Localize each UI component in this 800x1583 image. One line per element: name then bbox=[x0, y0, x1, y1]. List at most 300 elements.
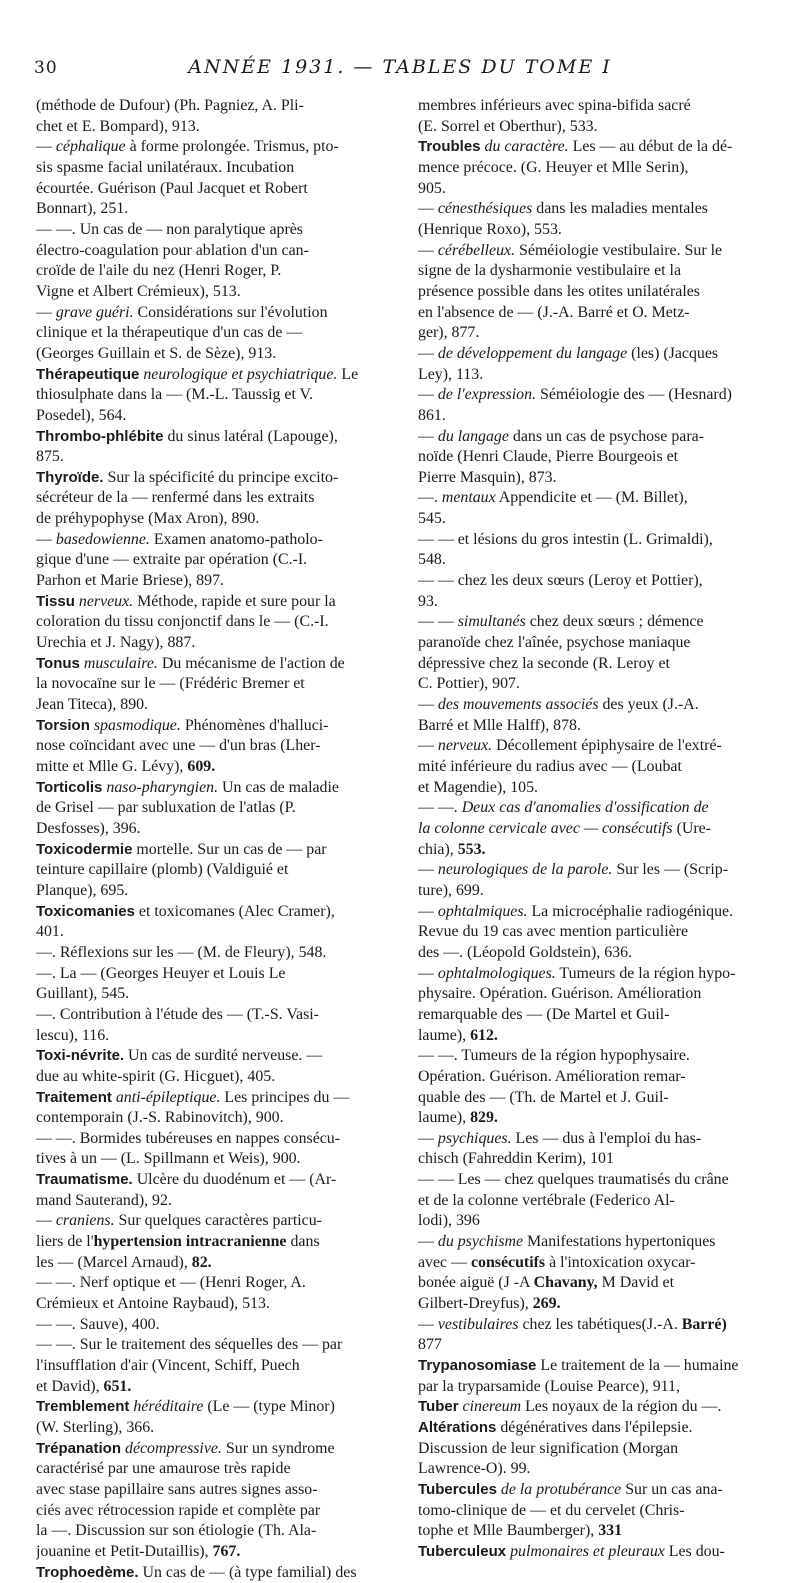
index-text-run: Bonnart), 251. bbox=[36, 200, 129, 218]
index-text-run: 829. bbox=[470, 1109, 498, 1127]
index-line bbox=[36, 137, 393, 158]
index-text-run: (Georges Guillain et S. de Sèze), 913. bbox=[36, 344, 277, 362]
index-text-run: 861. bbox=[418, 406, 446, 424]
index-text-run: — —. bbox=[418, 799, 462, 817]
index-line bbox=[36, 1253, 393, 1274]
index-text-run: — —. Sauve), 400. bbox=[36, 1315, 160, 1333]
index-text-run: simultanés bbox=[457, 613, 526, 631]
index-column-right bbox=[418, 96, 775, 1563]
index-line bbox=[36, 365, 393, 386]
index-text-run: avec stase papillaire sans autres signes asso- bbox=[36, 1480, 318, 1498]
index-line bbox=[36, 427, 393, 448]
index-headword: Tonus bbox=[36, 654, 80, 672]
index-line bbox=[36, 964, 393, 985]
index-line bbox=[36, 612, 393, 633]
index-text-run: psychiques. bbox=[437, 1129, 512, 1147]
index-text-run: Phénomènes d'halluci- bbox=[180, 716, 329, 734]
index-text-run: Examen anatomo-patholo- bbox=[149, 530, 323, 548]
index-line bbox=[418, 1026, 775, 1047]
index-text-run: sis spasme facial unilatéraux. Incubation bbox=[36, 158, 295, 176]
index-text-run: anti-épileptique. bbox=[115, 1088, 221, 1106]
index-text-run: mité inférieure du radius avec — (Loubat bbox=[418, 758, 682, 775]
index-line bbox=[36, 1211, 393, 1232]
index-line bbox=[36, 902, 393, 923]
index-text-run: contemporain (J.-S. Rabinovitch), 900. bbox=[36, 1109, 284, 1127]
index-text-run: 331 bbox=[598, 1522, 623, 1540]
index-text-run: et de la colonne vertébrale (Federico Al- bbox=[418, 1191, 675, 1209]
index-line bbox=[418, 1170, 775, 1191]
index-line bbox=[36, 1294, 393, 1315]
index-text-run: Tumeurs de la région hypo- bbox=[555, 964, 736, 982]
index-line bbox=[418, 550, 775, 571]
index-line bbox=[36, 468, 393, 489]
index-text-run: Séméiologie des — (Hesnard) bbox=[536, 386, 732, 404]
index-text-run: — bbox=[418, 241, 438, 259]
index-text-run: du caractère. bbox=[484, 138, 569, 156]
index-text-run: — bbox=[418, 737, 438, 755]
index-headword: Torticolis bbox=[36, 778, 103, 796]
index-text-run: neurologique et psychiatrique. bbox=[143, 365, 338, 383]
index-line bbox=[36, 798, 393, 819]
index-text-run: des yeux (J.-A. bbox=[598, 696, 699, 714]
index-line bbox=[418, 282, 775, 303]
index-text-run: tomo-clinique de — et du cervelet (Chris- bbox=[418, 1501, 685, 1519]
index-text-run: mitte et Mlle G. Lévy), bbox=[36, 758, 188, 775]
index-line bbox=[418, 365, 775, 386]
index-line bbox=[418, 406, 775, 427]
index-line bbox=[418, 1459, 775, 1480]
index-line bbox=[418, 1397, 775, 1418]
index-text-run: —. Contribution à l'étude des — (T.-S. Vasi- bbox=[36, 1005, 319, 1023]
index-text-run: 269. bbox=[532, 1295, 561, 1313]
index-text-run: gique d'une — extraite par opération (C.-I. bbox=[36, 551, 308, 569]
index-text-run: remarquable des — (De Martel et Guil- bbox=[418, 1005, 670, 1023]
index-line bbox=[418, 1067, 775, 1088]
index-text-run: de préhypophyse (Max Aron), 890. bbox=[36, 510, 260, 528]
index-line bbox=[36, 447, 393, 468]
index-line bbox=[36, 1521, 393, 1542]
index-line bbox=[418, 1273, 775, 1294]
index-text-run: héréditaire bbox=[133, 1398, 204, 1416]
index-text-run: Considérations sur l'évolution bbox=[133, 303, 328, 321]
page-number: 30 bbox=[34, 58, 58, 78]
index-text-run: Posedel), 564. bbox=[36, 406, 127, 424]
index-line bbox=[418, 1005, 775, 1026]
index-text-run: grave guéri. bbox=[55, 303, 134, 321]
index-text-run: cénesthésiques bbox=[437, 200, 533, 218]
index-line bbox=[418, 1149, 775, 1170]
index-text-run: neurologiques de la parole. bbox=[437, 861, 613, 879]
index-text-run: due au white-spirit (G. Hicguet), 405. bbox=[36, 1067, 276, 1085]
index-line bbox=[418, 303, 775, 324]
index-line bbox=[36, 96, 393, 117]
index-line bbox=[36, 1005, 393, 1026]
index-text-run: — bbox=[36, 530, 56, 548]
index-text-run: —. bbox=[418, 489, 442, 507]
index-text-run: chez deux sœurs ; démence bbox=[525, 613, 704, 631]
index-headword: Thérapeutique bbox=[36, 365, 140, 383]
index-text-run: craniens. bbox=[55, 1212, 115, 1230]
index-text-run: du psychisme bbox=[437, 1233, 524, 1251]
index-line bbox=[418, 716, 775, 737]
index-line bbox=[36, 1273, 393, 1294]
index-line bbox=[36, 1501, 393, 1522]
index-line bbox=[418, 1542, 775, 1563]
index-text-run: ophtalmiques. bbox=[437, 902, 528, 920]
index-line bbox=[418, 179, 775, 200]
index-text-run: Sur quelques caractères particu- bbox=[114, 1212, 322, 1230]
index-text-run: — bbox=[418, 861, 438, 879]
index-line bbox=[418, 530, 775, 551]
index-text-run: Lawrence-O). 99. bbox=[418, 1460, 531, 1478]
index-line bbox=[36, 943, 393, 964]
index-text-run: à l'intoxication oxycar- bbox=[545, 1253, 696, 1271]
index-line bbox=[36, 220, 393, 241]
index-text-run: 545. bbox=[418, 510, 446, 528]
index-text-run: les — (Marcel Arnaud), bbox=[36, 1253, 192, 1271]
index-text-run: croïde de l'aile du nez (Henri Roger, P. bbox=[36, 262, 282, 280]
index-text-run: Planque), 695. bbox=[36, 881, 129, 899]
index-text-run: La microcéphalie radiogénique. bbox=[527, 902, 734, 920]
index-text-run: par la tryparsamide (Louise Pearce), 911, bbox=[418, 1377, 680, 1395]
index-line bbox=[418, 1521, 775, 1542]
index-text-run: Urechia et J. Nagy), 887. bbox=[36, 634, 196, 652]
index-text-run: (Le — (type Minor) bbox=[203, 1398, 335, 1416]
index-text-run: des —. (Léopold Goldstein), 636. bbox=[418, 943, 633, 961]
index-line bbox=[418, 819, 775, 840]
index-line bbox=[418, 1501, 775, 1522]
index-text-run: mand Sauterand), 92. bbox=[36, 1191, 172, 1209]
index-line bbox=[418, 1315, 775, 1336]
index-text-run: — bbox=[418, 1233, 438, 1251]
index-headword: Toxicodermie bbox=[36, 840, 133, 858]
index-line bbox=[36, 261, 393, 282]
index-text-run: — —. Tumeurs de la région hypophysaire. bbox=[418, 1047, 690, 1065]
page-header bbox=[0, 0, 800, 78]
index-text-run: laume), bbox=[418, 1026, 471, 1044]
index-headword: Thyroïde. bbox=[36, 468, 104, 486]
index-text-run: Opération. Guérison. Amélioration remar- bbox=[418, 1067, 686, 1085]
index-text-run: et David), bbox=[36, 1377, 104, 1395]
index-text-run: Sur les — (Scrip- bbox=[612, 861, 728, 879]
index-line bbox=[36, 1315, 393, 1336]
index-line bbox=[418, 385, 775, 406]
index-text-run: Séméiologie vestibulaire. Sur le bbox=[515, 241, 723, 259]
index-line bbox=[36, 1108, 393, 1129]
index-headword: Tuber bbox=[418, 1398, 459, 1416]
index-text-run: Les dou- bbox=[664, 1542, 725, 1560]
index-text-run: à forme prolongée. Trismus, pto- bbox=[125, 138, 339, 156]
index-text-run: Discussion de leur signification (Morgan bbox=[418, 1439, 679, 1457]
index-line bbox=[36, 984, 393, 1005]
index-text-run: signe de la dysharmonie vestibulaire et la bbox=[418, 262, 681, 280]
index-text-run: écourtée. Guérison (Paul Jacquet et Robert bbox=[36, 179, 308, 197]
index-line bbox=[418, 1253, 775, 1274]
index-line bbox=[36, 819, 393, 840]
index-text-run: avec — bbox=[418, 1253, 471, 1271]
index-text-run: — bbox=[36, 1212, 56, 1230]
index-line bbox=[418, 1377, 775, 1398]
index-line bbox=[418, 757, 775, 778]
index-text-run: 651. bbox=[103, 1377, 132, 1395]
index-text-run: Le bbox=[337, 365, 359, 383]
index-headword: Thrombo-phlébite bbox=[36, 427, 164, 445]
index-line bbox=[418, 509, 775, 530]
index-line bbox=[418, 964, 775, 985]
index-text-run: Guillant), 545. bbox=[36, 985, 130, 1003]
index-headword: Trépanation bbox=[36, 1439, 122, 1457]
index-text-run: nerveux. bbox=[78, 592, 134, 610]
index-line bbox=[36, 922, 393, 943]
index-line bbox=[36, 1418, 393, 1439]
index-headword: Troubles bbox=[418, 138, 481, 156]
index-text-run: — bbox=[36, 138, 56, 156]
index-text-run: 93. bbox=[418, 592, 438, 610]
index-text-run: chet et E. Bompard), 913. bbox=[36, 117, 200, 135]
index-line bbox=[418, 1088, 775, 1109]
index-text-run: ophtalmologiques. bbox=[437, 964, 556, 982]
index-text-run: caractérisé par une amaurose très rapide bbox=[36, 1460, 291, 1478]
index-line bbox=[36, 199, 393, 220]
index-text-run: cérébelleux. bbox=[437, 241, 516, 259]
index-text-run: Deux cas d'anomalies d'ossification de bbox=[461, 799, 709, 817]
index-line bbox=[418, 1418, 775, 1439]
index-line bbox=[36, 778, 393, 799]
index-text-run: Un cas de surdité nerveuse. — bbox=[124, 1047, 323, 1065]
index-text-run: Revue du 19 cas avec mention particulière bbox=[418, 923, 689, 941]
index-text-run: Ley), 113. bbox=[418, 365, 484, 383]
index-line bbox=[36, 1542, 393, 1563]
index-line bbox=[418, 881, 775, 902]
index-text-run: — — bbox=[418, 613, 458, 631]
index-line bbox=[418, 840, 775, 861]
index-text-run: 877 bbox=[418, 1336, 442, 1354]
index-text-run: liers de l' bbox=[36, 1233, 94, 1251]
index-text-run: 875. bbox=[36, 448, 64, 466]
index-line bbox=[36, 881, 393, 902]
index-line bbox=[418, 323, 775, 344]
index-line bbox=[36, 757, 393, 778]
index-text-run: Ulcère du duodénum et — (Ar- bbox=[132, 1171, 337, 1189]
index-headword: Torsion bbox=[36, 716, 90, 734]
index-text-run: Méthode, rapide et sure pour la bbox=[133, 592, 336, 610]
index-line bbox=[418, 1439, 775, 1460]
index-text-run: spasmodique. bbox=[93, 716, 181, 734]
index-line bbox=[36, 1356, 393, 1377]
index-text-run: 767. bbox=[212, 1542, 241, 1560]
index-text-run: 553. bbox=[457, 840, 486, 858]
index-text-run: lodi), 396 bbox=[418, 1212, 480, 1230]
index-line bbox=[418, 1191, 775, 1212]
index-text-run: — bbox=[418, 427, 438, 445]
index-text-run: — — chez les deux sœurs (Leroy et Pottier), bbox=[418, 572, 703, 590]
index-text-run: électro-coagulation pour ablation d'un can- bbox=[36, 241, 309, 259]
index-line bbox=[36, 530, 393, 551]
index-text-run: mence précoce. (G. Heuyer et Mlle Serin), bbox=[418, 158, 689, 176]
index-text-run: cinereum bbox=[462, 1398, 522, 1416]
index-text-run: naso-pharyngien. bbox=[106, 778, 219, 796]
index-text-run: — bbox=[36, 303, 56, 321]
index-line bbox=[36, 323, 393, 344]
index-line bbox=[36, 571, 393, 592]
index-line bbox=[36, 117, 393, 138]
index-line bbox=[418, 612, 775, 633]
index-text-run: Jean Titeca), 890. bbox=[36, 696, 149, 714]
index-headword: Toxi-névrite. bbox=[36, 1047, 125, 1065]
index-text-run: Décollement épiphysaire de l'extré- bbox=[492, 737, 722, 755]
index-line bbox=[36, 1129, 393, 1150]
index-column-left bbox=[36, 96, 393, 1583]
index-line bbox=[36, 179, 393, 200]
index-text-run: 612. bbox=[470, 1026, 498, 1044]
index-line bbox=[418, 447, 775, 468]
index-line bbox=[418, 1335, 775, 1356]
index-line bbox=[418, 220, 775, 241]
index-text-run: Sur la spécificité du principe excito- bbox=[103, 468, 339, 486]
index-line bbox=[36, 654, 393, 675]
index-text-run: — bbox=[418, 1129, 438, 1147]
index-text-run: et Magendie), 105. bbox=[418, 778, 539, 796]
index-text-run: des mouvements associés bbox=[437, 696, 599, 714]
index-text-run: dans les maladies mentales bbox=[532, 200, 708, 218]
index-text-run: nerveux. bbox=[437, 737, 493, 755]
index-line bbox=[36, 1335, 393, 1356]
index-text-run: consécutifs bbox=[470, 1253, 546, 1271]
index-line bbox=[36, 840, 393, 861]
index-line bbox=[36, 1046, 393, 1067]
index-text-run: — bbox=[418, 200, 438, 218]
index-text-run: céphalique bbox=[55, 138, 126, 156]
index-text-run: Sur un cas ana- bbox=[621, 1480, 723, 1498]
index-text-run: Les — au début de la dé- bbox=[568, 138, 733, 156]
index-text-run: — — Les — chez quelques traumatisés du crâne bbox=[418, 1171, 729, 1189]
index-line bbox=[418, 695, 775, 716]
index-text-run: l'insufflation d'air (Vincent, Schiff, Puech bbox=[36, 1357, 300, 1375]
index-line bbox=[36, 674, 393, 695]
index-line bbox=[36, 695, 393, 716]
index-text-run: quable des — (Th. de Martel et J. Guil- bbox=[418, 1088, 669, 1106]
index-line bbox=[418, 1046, 775, 1067]
index-text-run: 548. bbox=[418, 551, 446, 569]
index-text-run: vestibulaires bbox=[437, 1315, 519, 1333]
index-text-run: M David et bbox=[597, 1274, 675, 1292]
index-line bbox=[418, 943, 775, 964]
index-line bbox=[418, 488, 775, 509]
index-line bbox=[418, 241, 775, 262]
index-line bbox=[36, 385, 393, 406]
index-line bbox=[36, 1480, 393, 1501]
index-headword: Traumatisme. bbox=[36, 1171, 133, 1189]
index-text-run: dépressive chez la seconde (R. Leroy et bbox=[418, 654, 670, 672]
index-line bbox=[36, 736, 393, 757]
index-text-run: tives à un — (L. Spillmann et Weis), 900. bbox=[36, 1150, 301, 1168]
index-text-run: de la protubérance bbox=[500, 1480, 622, 1498]
index-line bbox=[418, 96, 775, 117]
index-line bbox=[36, 1026, 393, 1047]
index-text-run: — bbox=[418, 964, 438, 982]
index-headword: Traitement bbox=[36, 1088, 112, 1106]
index-line bbox=[418, 1294, 775, 1315]
index-line bbox=[418, 158, 775, 179]
index-text-run: paranoïde chez l'aînée, psychose maniaque bbox=[418, 634, 691, 652]
index-text-run: Les principes du — bbox=[220, 1088, 350, 1106]
index-text-run: du sinus latéral (Lapouge), bbox=[163, 427, 338, 445]
index-headword: Tremblement bbox=[36, 1398, 130, 1416]
index-text-run: Gilbert-Dreyfus), bbox=[418, 1295, 533, 1313]
index-line bbox=[36, 158, 393, 179]
index-line bbox=[36, 550, 393, 571]
index-text-run: 905. bbox=[418, 179, 446, 197]
index-text-run: mortelle. Sur un cas de — par bbox=[132, 840, 327, 858]
index-text-run: de l'expression. bbox=[437, 386, 537, 404]
index-text-run: chisch (Fahreddin Kerim), 101 bbox=[418, 1150, 614, 1168]
running-title: ANNÉE 1931. — TABLES DU TOME I bbox=[188, 56, 612, 78]
index-line bbox=[36, 592, 393, 613]
index-text-run: bonée aiguë (J -A bbox=[418, 1274, 534, 1292]
index-headword: Toxicomanies bbox=[36, 902, 135, 920]
index-text-run: 609. bbox=[187, 758, 216, 775]
index-line bbox=[36, 488, 393, 509]
index-text-run: Pierre Masquin), 873. bbox=[418, 468, 557, 486]
index-text-run: et toxicomanes (Alec Cramer), bbox=[134, 902, 335, 920]
index-line bbox=[418, 674, 775, 695]
index-text-run: Crémieux et Antoine Raybaud), 513. bbox=[36, 1295, 270, 1313]
index-text-run: dégénératives dans l'épilepsie. bbox=[496, 1419, 693, 1436]
index-text-run: de Grisel — par subluxation de l'atlas (P. bbox=[36, 799, 296, 817]
index-text-run: — bbox=[418, 902, 438, 920]
index-text-run: pulmonaires et pleuraux bbox=[510, 1542, 665, 1560]
index-line bbox=[36, 303, 393, 324]
index-line bbox=[418, 468, 775, 489]
index-text-run: nose coïncidant avec une — d'un bras (Lher- bbox=[36, 737, 321, 755]
index-text-run: — bbox=[418, 1315, 438, 1333]
index-line bbox=[36, 1459, 393, 1480]
index-text-run: —. Réflexions sur les — (M. de Fleury), 548. bbox=[36, 943, 327, 961]
index-line bbox=[36, 860, 393, 881]
index-text-run: (Ure- bbox=[672, 819, 711, 837]
index-line bbox=[36, 509, 393, 530]
index-text-run: noïde (Henri Claude, Pierre Bourgeois et bbox=[418, 448, 679, 466]
index-text-run: laume), bbox=[418, 1109, 471, 1127]
index-text-run: 82. bbox=[191, 1253, 212, 1271]
index-text-run: la novocaïne sur le — (Frédéric Bremer et bbox=[36, 675, 305, 693]
index-text-run: — bbox=[418, 344, 438, 362]
index-line bbox=[36, 1563, 393, 1583]
index-text-run: Un cas de — (à type familial) des bbox=[138, 1563, 357, 1581]
index-text-run: dans bbox=[286, 1233, 320, 1251]
index-text-run: Desfosses), 396. bbox=[36, 819, 141, 837]
index-line bbox=[36, 1170, 393, 1191]
index-line bbox=[36, 1232, 393, 1253]
index-line bbox=[36, 1191, 393, 1212]
index-headword: Trypanosomiase bbox=[418, 1357, 537, 1375]
index-text-run: Appendicite et — (M. Billet), bbox=[495, 489, 688, 507]
index-text-run: coloration du tissu conjonctif dans le — (C.-I. bbox=[36, 613, 329, 631]
index-text-run: basedowienne. bbox=[55, 530, 150, 548]
index-line bbox=[36, 1397, 393, 1418]
index-line bbox=[418, 261, 775, 282]
index-text-run: membres inférieurs avec spina-bifida sacré bbox=[418, 97, 691, 114]
index-text-run: Les noyaux de la région du —. bbox=[521, 1398, 722, 1416]
index-line bbox=[36, 1088, 393, 1109]
index-line bbox=[418, 860, 775, 881]
index-text-run: 401. bbox=[36, 923, 64, 941]
index-text-run: Vigne et Albert Crémieux), 513. bbox=[36, 282, 241, 300]
index-line bbox=[36, 1439, 393, 1460]
index-line bbox=[36, 633, 393, 654]
index-text-run: — bbox=[418, 386, 438, 404]
index-text-run: Chavany, bbox=[533, 1274, 598, 1292]
